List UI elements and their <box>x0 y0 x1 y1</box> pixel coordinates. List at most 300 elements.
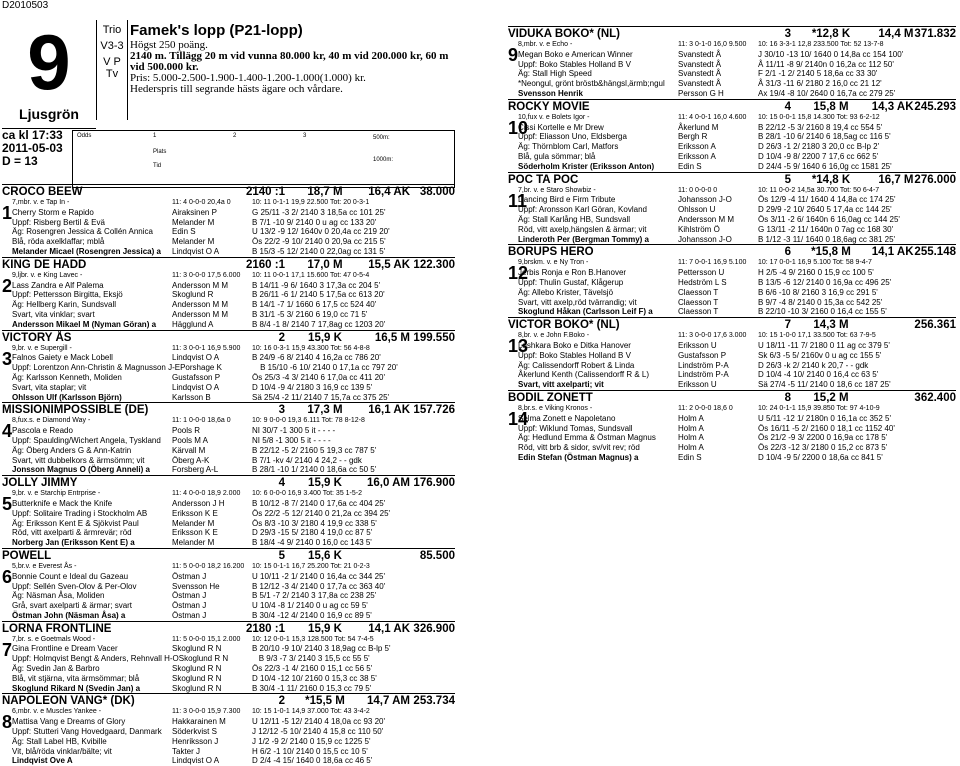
results-col: B 24/9 -6 8/ 2140 4 16,2a cc 786 20' <box>252 353 381 363</box>
results-col: D 24/4 -5 9/ 1640 6 16,0g cc 1581 25' <box>758 161 892 171</box>
driver-col: Svanstedt Å <box>678 79 722 89</box>
horse-entry <box>508 26 956 99</box>
horse-header <box>2 330 455 344</box>
results-col: Ös 22/3 -1 4/ 2160 0 15,1 cc 56 5' <box>252 664 373 674</box>
info-col: Svart, vita staplar; vit <box>12 382 87 392</box>
form-line <box>508 186 956 196</box>
info-col: 9,br. v. e Starchip Entrprise - <box>12 490 101 498</box>
horse-entry <box>2 475 455 548</box>
results-col: B 9/7 -4 8/ 2140 0 15,3a cc 542 25' <box>758 297 883 307</box>
horse-header <box>2 184 455 198</box>
condition-line: Pris: 5.000-2.500-1.900-1.400-1.200-1.000(1.000) kr. <box>130 72 366 84</box>
form-line <box>2 601 455 611</box>
form-line <box>508 89 956 99</box>
results-col: H 2/5 -4 9/ 2160 0 15,9 cc 100 5' <box>758 268 874 278</box>
results-col: B 12/12 -3 4/ 2140 0 17,7a cc 363 40' <box>252 581 386 591</box>
horse-header <box>2 475 455 489</box>
info-col: Äg: Karlsson Kenneth, Moliden <box>12 372 122 382</box>
info-col: Äg: Calissendorff Robert & Linda <box>518 360 635 370</box>
start-number: 1 <box>2 203 13 223</box>
driver-col: Edin S <box>678 452 702 462</box>
horse-header <box>2 621 455 635</box>
info-col: 7,br. v. e Staro Showbiz - <box>518 186 596 194</box>
left-race-list <box>2 184 455 766</box>
info-col: Äg: Näsman Åsa, Moliden <box>12 591 105 601</box>
driver-col: 11: 3 0-1-0 16,0 9.500 <box>678 41 747 48</box>
info-col: Norberg Jan (Eriksson Kent E) a <box>12 538 135 548</box>
record-ak: 14,4 M <box>878 28 914 40</box>
form-line <box>508 258 956 268</box>
form-line <box>508 79 956 89</box>
results-col: 10: 9 0-0-0 19,3 6.111 Tot: 78 8-12-8 <box>252 417 365 425</box>
start-number: 2 <box>2 275 13 296</box>
tid-label: Tid <box>153 163 162 169</box>
driver-col: Pools M A <box>172 435 209 445</box>
driver-col: Östman J <box>172 610 207 620</box>
record-ak: 16,5 M <box>374 331 410 344</box>
results-col: Ös 8/3 -10 3/ 2180 4 19,9 cc 338 5' <box>252 518 377 528</box>
earnings: 371.832 <box>914 28 956 40</box>
driver-col: Edin S <box>172 227 196 237</box>
info-col: Uppf: Stutteri Vang Hovedgaard, Danmark <box>12 727 162 737</box>
form-line <box>508 453 956 463</box>
horse-header <box>508 390 956 404</box>
info-col: Uppf: Lorentzon Ann-Christin & Magnusson J-E <box>12 363 181 373</box>
info-col: 8,br.s. e Viking Kronos - <box>518 404 593 412</box>
earnings: 255.148 <box>914 246 956 259</box>
results-col: B 9/3 -7 3/ 2140 3 15,5 cc 55 5' <box>258 654 370 664</box>
info-col: Uppf: Wiklund Tomas, Sundsvall <box>518 423 633 433</box>
results-col: B 8/4 -1 8/ 2140 7 17,8ag cc 1203 20' <box>252 319 386 329</box>
form-line <box>2 562 455 572</box>
form-line <box>2 290 455 300</box>
info-col: Uppf: Risberg Bertil & Evä <box>12 217 105 227</box>
driver-col: Hakkarainen M <box>172 717 226 727</box>
results-col: Sä 27/4 -5 11/ 2140 0 18,6 cc 187 25' <box>758 380 891 390</box>
start-number: 9 <box>508 45 519 65</box>
form-line <box>508 404 956 414</box>
driver-col: Svensson He <box>172 581 220 591</box>
driver-col: Porshage K <box>180 363 222 373</box>
form-line <box>508 414 956 424</box>
race-date: 2011-05-03 <box>2 141 63 155</box>
driver-col: Holm A <box>678 413 704 423</box>
record-ak: 14,3 AK <box>871 100 914 113</box>
record-m: *12,8 K <box>811 28 851 40</box>
driver-col: 11: 0 0-0-0 0 <box>678 186 718 194</box>
record-m: 15,2 M <box>813 391 849 404</box>
horse-name: CROCO BEEW <box>2 186 83 198</box>
driver-col: Johansson J-O <box>678 234 732 244</box>
distance-record: 2 <box>278 695 285 708</box>
results-col: B 31/1 -5 3/ 2160 6 19,0 cc 71 5' <box>252 309 368 319</box>
earnings: 85.500 <box>419 549 455 562</box>
results-col: F 2/1 -1 2/ 2140 5 18,6a cc 33 30' <box>758 69 878 79</box>
info-col: Uppf: Holmqvist Bengt & Anders, Rehnvall H-O <box>12 654 179 664</box>
distance-record: 6 <box>784 246 791 259</box>
horse-header <box>2 402 455 416</box>
form-line <box>508 215 956 225</box>
distance-record: 3 <box>278 404 285 417</box>
earnings: 276.000 <box>914 173 956 186</box>
driver-col: Persson G H <box>678 88 724 98</box>
driver-col: Edin S <box>678 161 702 171</box>
results-col: B 28/1 -10 1/ 2140 0 18,6a cc 50 5' <box>252 465 377 475</box>
driver-col: Gustafsson P <box>172 372 221 382</box>
form-line <box>508 225 956 235</box>
driver-col: Lindqvist O A <box>172 353 220 363</box>
horse-entry <box>2 184 455 257</box>
info-col: 8,mbr. v. e Echo - <box>518 41 573 48</box>
results-col: 10: 11 0-0-2 14,5a 30.700 Tot: 50 6-4-7 <box>758 186 880 194</box>
form-line <box>2 664 455 674</box>
form-line <box>508 205 956 215</box>
results-col: Ös 3/11 -2 6/ 1640n 6 16,0ag cc 144 25' <box>758 214 900 224</box>
driver-col: Andersson M M <box>172 280 229 290</box>
driver-col: Andersson M M <box>172 309 229 319</box>
info-col: 9,br. v. e Supergill - <box>12 344 72 352</box>
info-col: Skoglund Håkan (Carlsson Leif F) a <box>518 307 653 317</box>
results-col: D 26/3 -k 2/ 2140 k 20,7 - - gdk <box>758 360 869 370</box>
driver-col: Lindqvist O A <box>172 246 220 256</box>
form-line <box>2 247 455 257</box>
info-col: Blå, röda axelklaffar; mblå <box>12 237 105 247</box>
form-line <box>2 373 455 383</box>
race-d-value: D = 13 <box>2 154 38 168</box>
form-line <box>2 271 455 281</box>
record-m: 18,7 M <box>307 186 343 198</box>
form-line <box>508 433 956 443</box>
info-col: Äg: Eriksson Kent E & Sjökvist Paul <box>12 518 139 528</box>
driver-col: Skoglund R N <box>172 664 222 674</box>
results-col: B 20/10 -9 10/ 2140 3 18,9ag cc B-lp 5' <box>252 644 391 654</box>
info-col: Lass Zandra e Alf Palema <box>12 280 104 290</box>
record-m: *15,8 M <box>811 246 851 259</box>
right-column <box>508 26 956 463</box>
driver-col: 11: 3 0-0-0 17,6 3.000 <box>678 332 747 340</box>
form-line <box>2 426 455 436</box>
driver-col: Eriksson K E <box>172 508 218 518</box>
results-col: D 10/4 -9 5/ 2200 0 18,6a cc 841 5' <box>758 452 883 462</box>
bet-types <box>96 20 128 120</box>
info-col: Butterknife e Mack the Knife <box>12 498 113 508</box>
info-col: Uppf: Boko Stables Holland B V <box>518 350 631 360</box>
earnings: 122.300 <box>413 258 455 271</box>
results-col: 10: 12 0-0-1 15,3 128.500 Tot: 54 7-4-5 <box>252 635 374 643</box>
driver-col: Forsberg A-L <box>172 465 219 475</box>
record-m: 15,9 K <box>308 331 342 344</box>
results-col: B 22/12 -5 3/ 2160 8 19,4 cc 554 5' <box>758 122 883 132</box>
results-col: H 6/2 -1 10/ 2140 0 15,5 cc 10 5' <box>252 746 368 756</box>
info-col: Linderoth Per (Bergman Tommy) a <box>518 234 649 244</box>
results-col: 10: 16 3-3-1 12,8 233.500 Tot: 52 13-7-8 <box>758 41 884 48</box>
results-col: B 13/5 -6 12/ 2140 0 16,9a cc 496 25' <box>758 277 892 287</box>
driver-col: Melander M <box>172 237 215 247</box>
form-line <box>2 654 455 664</box>
driver-col: Holm A <box>678 433 704 443</box>
race-title: Famek's lopp (P21-lopp) <box>130 22 303 39</box>
race-conditions <box>130 40 455 95</box>
col-3: 3 <box>303 133 307 139</box>
driver-col: 11: 7 0-0-1 16,9 5.100 <box>678 259 747 267</box>
start-number: 4 <box>2 421 13 442</box>
driver-col: 11: 1 0-0-0 18,6a 0 <box>172 417 231 425</box>
driver-col: Eriksson A <box>678 151 716 161</box>
record-ak: 16,4 AK <box>368 186 410 198</box>
horse-entry <box>508 99 956 172</box>
driver-col: Öberg A-K <box>172 455 210 465</box>
form-line <box>508 235 956 245</box>
record-m: 17,0 M <box>307 258 343 271</box>
driver-col: Lindqvist O A <box>172 382 220 392</box>
driver-col: Östman J <box>172 591 207 601</box>
form-line <box>2 456 455 466</box>
earnings: 157.726 <box>413 404 455 417</box>
form-line <box>2 393 455 403</box>
driver-col: Eriksson U <box>678 340 717 350</box>
results-col: U 13/2 -9 12/ 1640v 0 20,4a cc 219 20' <box>252 227 390 237</box>
form-line <box>508 268 956 278</box>
form-line <box>2 707 455 717</box>
results-col: Å 11/11 -8 9/ 2140n 0 16,2a cc 112 50' <box>758 59 894 69</box>
driver-col: Karlsson B <box>172 392 211 402</box>
plats-label: Plats <box>153 149 167 155</box>
horse-header <box>2 693 455 707</box>
results-col: U 5/11 -12 1/ 2180n 0 16,1a cc 352 5' <box>758 413 892 423</box>
results-col: Ös 22/2 -5 12/ 2140 0 21,2a cc 394 25' <box>252 508 391 518</box>
info-col: Uppf: Solitaire Trading i Stockholm AB <box>12 508 148 518</box>
info-col: Blå, gula sömmar; blå <box>518 151 596 161</box>
form-line <box>2 465 455 475</box>
form-line <box>2 538 455 548</box>
distance-record: 8 <box>784 391 791 404</box>
results-col: Ös 16/11 -5 2/ 2160 0 18,1 cc 1152 40' <box>758 423 895 433</box>
results-col: B 15/3 -5 12/ 2140 0 22,0ag cc 131 5' <box>252 246 386 256</box>
form-line <box>2 528 455 538</box>
info-col: Svart, vitt dubbelkors & ärmsömm; vit <box>12 455 145 465</box>
form-line <box>2 635 455 645</box>
condition-line: Högst 250 poäng. <box>130 39 208 51</box>
document-id: D2010503 <box>2 0 49 11</box>
info-col: 8,fux.s. e Diamond Way - <box>12 417 91 425</box>
driver-col: Airaksinen P <box>172 207 217 217</box>
record-ak: 16,7 M <box>878 173 914 186</box>
form-line <box>2 756 455 766</box>
horse-name: POWELL <box>2 549 52 562</box>
results-col: B 30/4 -12 4/ 2140 0 16,9 cc 89 5' <box>252 610 372 620</box>
results-col: 10: 11 0-1-1 19,9 22.500 Tot: 20 0-3-1 <box>252 199 370 206</box>
form-line <box>2 436 455 446</box>
info-col: Falnos Gaiety e Mack Lobell <box>12 353 113 363</box>
form-line <box>508 351 956 361</box>
horse-entry <box>508 317 956 390</box>
driver-col: Andersson M M <box>172 300 229 310</box>
distance-record: 4 <box>278 477 285 490</box>
results-col: J 12/12 -5 10/ 2140 4 15,8 cc 110 50' <box>252 727 384 737</box>
info-col: Östman John (Näsman Åsa) a <box>12 610 126 620</box>
info-col: Svart, vitt axelparti; vit <box>518 380 604 390</box>
results-col: B 1/12 -3 11/ 1640 0 18,6ag cc 381 25' <box>758 234 896 244</box>
earnings: 362.400 <box>914 391 956 404</box>
results-col: U 10/4 -8 1/ 2140 0 u ag cc 59 5' <box>252 601 368 611</box>
form-line <box>2 747 455 757</box>
form-line <box>2 509 455 519</box>
info-col: Dancing Bird e Firm Tribute <box>518 195 616 205</box>
form-line <box>508 298 956 308</box>
form-line <box>2 383 455 393</box>
earnings: 199.550 <box>413 331 455 344</box>
results-col: 10: 11 0-0-1 17,1 15.600 Tot: 47 0-5-4 <box>252 271 370 279</box>
info-col: 7,br. s. e Goetmals Wood - <box>12 635 96 643</box>
driver-col: 11: 4 0-0-0 18,9 2.000 <box>172 490 241 498</box>
distance-record: 5 <box>278 549 285 562</box>
driver-col: Claesson T <box>678 297 719 307</box>
form-line <box>2 353 455 363</box>
horse-header <box>2 257 455 271</box>
bet-type-v3: V3-3 <box>100 40 124 52</box>
results-col: D 2/4 -4 15/ 1640 0 18,6a cc 46 5' <box>252 756 373 766</box>
results-col: 10: 6 0-0-0 16,9 3.400 Tot: 35 1-5-2 <box>252 490 363 498</box>
form-line <box>508 341 956 351</box>
driver-col: Östman J <box>172 571 207 581</box>
results-col: B 22/10 -10 3/ 2160 0 16,4 cc 155 5' <box>758 307 887 317</box>
driver-col: Skoglund R <box>172 290 214 300</box>
info-col: Svensson Henrik <box>518 88 583 98</box>
form-line <box>2 198 455 208</box>
results-col: 10: 16 0-3-1 15,9 43.300 Tot: 56 4-8-8 <box>252 344 370 352</box>
info-col: Selma Zonett e Napoletano <box>518 413 616 423</box>
m500-label: 500m: <box>373 135 390 141</box>
results-col: D 10/4 -4 10/ 2140 0 16,4 cc 63 5' <box>758 370 879 380</box>
results-col: B 26/11 -6 1/ 2140 5 17,5a cc 613 20' <box>252 290 385 300</box>
info-col: Uppf: Thulin Gustaf, Klågerup <box>518 277 624 287</box>
results-col: B 7/1 -kv 4/ 2140 4 24,2 - - gdk <box>252 455 362 465</box>
record-m: *15,5 M <box>305 695 345 708</box>
start-number: 14 <box>508 408 529 429</box>
form-line <box>508 443 956 453</box>
results-col: B 10/12 -8 7/ 2140 0 17,6a cc 404 25' <box>252 498 386 508</box>
info-col: Gina Frontline e Dream Vacer <box>12 644 118 654</box>
earnings: 38.000 <box>419 186 455 198</box>
form-line <box>508 307 956 317</box>
driver-col: Skoglund R N <box>178 654 229 664</box>
record-m: 14,3 M <box>813 319 849 332</box>
form-line <box>2 674 455 684</box>
driver-col: Eriksson A <box>678 142 716 152</box>
info-col: 9,ljbr. v. e King Lavec - <box>12 271 83 279</box>
form-line <box>508 380 956 390</box>
info-col: 7,mbr. v. e Tap In - <box>12 199 70 206</box>
horse-name: NAPOLEON VANG* (DK) <box>2 695 135 708</box>
results-col: G 13/11 -2 11/ 1640n 0 7ag cc 168 30' <box>758 224 894 234</box>
earnings: 253.734 <box>413 695 455 708</box>
info-col: Äg: Stall Label HB, Kvibille <box>12 736 107 746</box>
form-line <box>508 162 956 172</box>
horse-entry <box>2 257 455 330</box>
form-line <box>508 370 956 380</box>
info-col: Bonnie Count e Ideal du Gazeau <box>12 571 129 581</box>
form-line <box>2 727 455 737</box>
info-col: Äg: Hedlund Emma & Östman Magnus <box>518 433 656 443</box>
form-line <box>508 132 956 142</box>
results-col: B 30/4 -1 11/ 2160 0 15,3 cc 79 5' <box>252 683 372 693</box>
info-col: Uppf: Sellén Sven-Olov & Per-Olov <box>12 581 137 591</box>
driver-col: 11: 2 0-0-0 18,6 0 <box>678 404 733 412</box>
driver-col: 11: 4 0-0-1 16,0 4.600 <box>678 113 747 121</box>
form-line <box>2 572 455 582</box>
record-m: 15,9 K <box>308 477 342 490</box>
info-col: Röd, vitt brb & sidor, sv/vit rev; röd <box>518 443 640 453</box>
results-col: 10: 24 0-1-1 15,9 39.850 Tot: 97 4-10-9 <box>758 404 880 412</box>
driver-col: Andersson J H <box>172 498 225 508</box>
start-number: 13 <box>508 336 529 357</box>
form-line <box>2 446 455 456</box>
driver-col: Takter J <box>172 746 201 756</box>
earnings: 176.900 <box>413 477 455 490</box>
driver-col: Gustafsson P <box>678 350 727 360</box>
form-line <box>508 142 956 152</box>
record-ak: 15,5 AK <box>368 258 410 271</box>
record-m: *14,8 K <box>811 173 851 186</box>
results-col: NI 5/8 -1 300 5 it - - - - <box>252 435 331 445</box>
driver-col: Andersson M M <box>678 214 735 224</box>
driver-col: Hedström L S <box>678 277 727 287</box>
form-line <box>2 717 455 727</box>
form-line <box>2 281 455 291</box>
info-col: Lushkara Boko e Ditka Hanover <box>518 340 631 350</box>
info-col: Skoglund Rikard N (Svedin Jan) a <box>12 683 141 693</box>
start-number: 8 <box>2 712 13 733</box>
driver-col: Claesson T <box>678 307 719 317</box>
driver-col: Kihlström Ö <box>678 224 720 234</box>
left-column <box>2 20 455 766</box>
driver-col: Claesson T <box>678 287 719 297</box>
results-col: Sä 25/4 -2 11/ 2140 7 15,7a cc 375 25' <box>252 392 390 402</box>
results-col: Ax 19/4 -8 10/ 2640 0 16,7a cc 279 25' <box>758 88 896 98</box>
info-col: 10,fux v. e Bolets Igor - <box>518 113 590 121</box>
form-line <box>508 123 956 133</box>
form-line <box>2 611 455 621</box>
horse-name: LORNA FRONTLINE <box>2 622 112 635</box>
horse-name: KING DE HADD <box>2 258 87 271</box>
results-col: B 22/12 -5 2/ 2160 5 19,3 cc 787 5' <box>252 445 377 455</box>
horse-entry <box>2 402 455 475</box>
info-col: Ohlsson Ulf (Karlsson Björn) <box>12 392 122 402</box>
info-col: Äg: Stall Karlång HB, Sundsvall <box>518 214 631 224</box>
info-col: 8,br. v. e John F.Boko - <box>518 332 590 340</box>
results-col: 10: 17 0-0-1 16,9 5.100 Tot: 58 9-4-7 <box>758 259 872 267</box>
results-col: Ös 12/9 -4 11/ 1640 4 14,8a cc 174 25' <box>758 195 896 205</box>
driver-col: Söderkvist S <box>172 727 217 737</box>
info-col: Cissi Kortelle e Mr Drew <box>518 122 604 132</box>
driver-col: 11: 3 0-0-0 15,9 7.300 <box>172 708 241 716</box>
distance-record: 2140 :1 <box>245 186 285 198</box>
driver-col: Skoglund R N <box>172 644 222 654</box>
info-col: Röd, vitt axelparti & ärmrevär; röd <box>12 528 132 538</box>
driver-col: Lindström P-A <box>678 370 729 380</box>
record-ak: 16,1 AK <box>368 404 410 417</box>
results-col: U 18/11 -11 7/ 2180 0 11 ag cc 379 5' <box>758 340 890 350</box>
results-col: B 14/1 -7 1/ 1660 6 17,5 cc 524 40' <box>252 300 377 310</box>
info-col: Andersson Mikael M (Nyman Göran) a <box>12 319 157 329</box>
horse-entry <box>508 244 956 317</box>
info-col: 6,mbr. v. e Muscles Yankee - <box>12 708 102 716</box>
record-ak: 14,1 AK <box>871 246 914 259</box>
results-col: D 29/3 -15 5/ 2180 4 19,0 cc 87 5' <box>252 528 373 538</box>
col-2: 2 <box>233 133 237 139</box>
earnings: 256.361 <box>914 319 956 332</box>
distance-record: 7 <box>784 319 791 332</box>
